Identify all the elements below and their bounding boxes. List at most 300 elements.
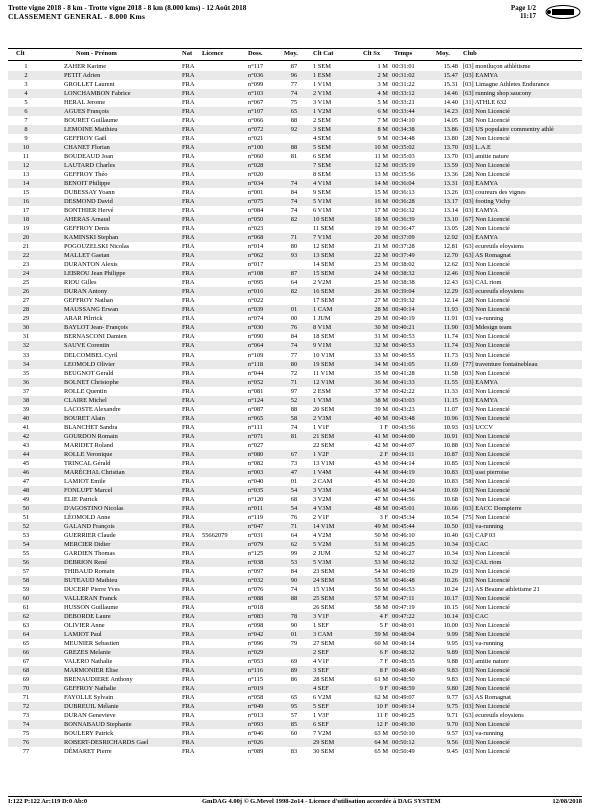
- cell-club: [03] EAMYA: [463, 378, 498, 386]
- cell-category-rank: 3 CAM: [313, 630, 333, 638]
- cell-time: 00:38:02: [392, 261, 415, 269]
- cell-nationality: FRA: [182, 676, 195, 684]
- cell-sex-rank: 10 M: [374, 144, 388, 152]
- cell-bib: n°023: [248, 225, 264, 233]
- cell-nationality: FRA: [182, 730, 195, 738]
- cell-sex-rank: 3 M: [377, 81, 388, 89]
- cell-category-rank: 29 SEM: [313, 739, 335, 747]
- cell-rank: 37: [22, 387, 30, 395]
- cell-sex-rank: 53 M: [374, 558, 388, 566]
- cell-speed: 10.00: [443, 621, 458, 629]
- cell-speed: 13.31: [443, 180, 458, 188]
- table-row: [8, 269, 582, 278]
- cell-birth-year: 76: [290, 324, 298, 332]
- cell-time: 00:48:32: [392, 649, 415, 657]
- cell-name: DUCERF Pierre Yves: [64, 585, 120, 593]
- cell-bib: n°046: [248, 730, 264, 738]
- table-row: [8, 188, 582, 197]
- cell-birth-year: 90: [290, 576, 298, 584]
- cell-rank: 13: [22, 171, 30, 179]
- cell-club: [03] Non Licencié: [463, 405, 510, 413]
- cell-name: GOURDON Romain: [64, 432, 118, 440]
- cell-rank: 6: [24, 108, 28, 116]
- cell-category-rank: 10 V1M: [313, 351, 335, 359]
- cell-club: [77] traventure fontainebleau: [463, 360, 538, 368]
- cell-rank: 9: [24, 135, 28, 143]
- table-row: [8, 702, 582, 711]
- cell-nationality: FRA: [182, 513, 195, 521]
- cell-name: MARMONIER Elise: [64, 667, 119, 675]
- cell-speed: 10.32: [443, 558, 458, 566]
- cell-birth-year: 60: [290, 730, 298, 738]
- cell-name: LEBROU Jean Philippe: [64, 270, 126, 278]
- cell-name: SAUVE Corentin: [64, 342, 110, 350]
- cell-name: BONTHIER Hervé: [64, 207, 114, 215]
- cell-name: GARDIEN Thomas: [64, 549, 115, 557]
- table-row: [8, 459, 582, 468]
- table-row: [8, 251, 582, 260]
- cell-sex-rank: 14 M: [374, 180, 388, 188]
- cell-rank: 70: [22, 685, 30, 693]
- cell-sex-rank: 3 F: [379, 513, 388, 521]
- col-cat: Clt Cat: [313, 50, 334, 57]
- cell-bib: n°088: [248, 594, 264, 602]
- cell-club: [03] Non Licencié: [463, 621, 510, 629]
- cell-speed: 10.91: [443, 432, 458, 440]
- cell-bib: n°080: [248, 450, 264, 458]
- cell-nationality: FRA: [182, 234, 195, 242]
- cell-rank: 25: [22, 279, 30, 287]
- cell-bib: n°030: [248, 324, 264, 332]
- table-row: [8, 621, 582, 630]
- cell-sex-rank: 37 M: [374, 387, 388, 395]
- cell-category-rank: 16 SEM: [313, 288, 335, 296]
- cell-birth-year: 64: [290, 279, 298, 287]
- cell-rank: 29: [22, 315, 30, 323]
- col-clt: Clt: [16, 50, 25, 57]
- cell-name: LONCHAMBON Fabrice: [64, 90, 131, 98]
- cell-speed: 10.96: [443, 414, 458, 422]
- cell-sex-rank: 50 M: [374, 531, 388, 539]
- cell-sex-rank: 15 M: [374, 189, 388, 197]
- cell-sex-rank: 1 M: [377, 63, 388, 70]
- cell-bib: n°090: [248, 333, 264, 341]
- cell-time: 00:44:07: [392, 441, 415, 449]
- cell-rank: 54: [22, 540, 30, 548]
- cell-name: DUBESSAY Yoann: [64, 189, 115, 197]
- cell-time: 00:44:14: [392, 459, 415, 467]
- cell-birth-year: 62: [290, 540, 298, 548]
- cell-speed: 13.70: [443, 144, 458, 152]
- cell-category-rank: 1 V1M: [313, 81, 332, 89]
- cell-birth-year: 80: [290, 360, 298, 368]
- cell-nationality: FRA: [182, 198, 195, 206]
- cell-birth-year: 74: [290, 585, 298, 593]
- cell-name: PETIT Adrien: [64, 72, 101, 80]
- cell-birth-year: 81: [290, 432, 298, 440]
- cell-club: [03] EACC Dompierre: [463, 504, 522, 512]
- cell-name: GEFFROY Nathalie: [64, 685, 117, 693]
- cell-bib: n°018: [248, 603, 264, 611]
- cell-speed: 10.26: [443, 576, 458, 584]
- cell-category-rank: 3 V2M: [313, 495, 332, 503]
- cell-rank: 36: [22, 378, 30, 386]
- cell-club: [03] Non Licencié: [463, 108, 510, 116]
- cell-bib: n°022: [248, 297, 264, 305]
- cell-nationality: FRA: [182, 531, 195, 539]
- cell-name: DÉMARET Pierre: [64, 748, 112, 756]
- table-row: [8, 116, 582, 125]
- cell-rank: 19: [22, 225, 30, 233]
- cell-nationality: FRA: [182, 423, 195, 431]
- cell-bib: n°028: [248, 162, 264, 170]
- cell-club: [63] AS Romagnat: [463, 252, 511, 260]
- table-row: [8, 89, 582, 98]
- cell-sex-rank: 12 M: [374, 162, 388, 170]
- cell-club: [03] Non Licencié: [463, 703, 510, 711]
- table-row: [8, 197, 582, 206]
- cell-birth-year: 84: [290, 333, 298, 341]
- cell-category-rank: 7 SEM: [313, 162, 331, 170]
- table-row: [8, 549, 582, 558]
- cell-name: LEOMOLD Olivier: [64, 360, 115, 368]
- cell-bib: n°011: [248, 504, 264, 512]
- cell-club: [75] Non Licencié: [463, 513, 510, 521]
- cell-time: 00:46:48: [392, 576, 415, 584]
- cell-nationality: FRA: [182, 108, 195, 116]
- cell-time: 00:50:12: [392, 739, 415, 747]
- cell-sex-rank: 43 M: [374, 459, 388, 467]
- cell-nationality: FRA: [182, 342, 195, 350]
- cell-nationality: FRA: [182, 117, 195, 125]
- cell-club: [03] Non Licencié: [463, 351, 510, 359]
- cell-bib: n°019: [248, 685, 264, 693]
- cell-category-rank: 1 V2M: [313, 108, 332, 116]
- cell-rank: 55: [22, 549, 30, 557]
- cell-category-rank: 4 V1M: [313, 180, 332, 188]
- cell-club: [03] Non Licencié: [463, 739, 510, 747]
- cell-nationality: FRA: [182, 189, 195, 197]
- cell-time: 00:43:23: [392, 405, 415, 413]
- table-row: [8, 441, 582, 450]
- cell-birth-year: 79: [290, 640, 298, 647]
- cell-sex-rank: 49 M: [374, 522, 388, 530]
- results-table: [8, 62, 582, 756]
- cell-club: [38] Non Licencié: [463, 117, 510, 125]
- cell-time: 00:48:59: [392, 685, 415, 693]
- cell-nationality: FRA: [182, 243, 195, 251]
- table-row: [8, 558, 582, 567]
- cell-name: DELCOMBEL Cyril: [64, 351, 118, 359]
- cell-bib: n°118: [248, 360, 264, 368]
- cell-category-rank: 1 ESM: [313, 72, 331, 80]
- table-row: [8, 585, 582, 594]
- cell-birth-year: 92: [290, 126, 298, 134]
- cell-sex-rank: 42 M: [374, 441, 388, 449]
- cell-birth-year: 68: [290, 495, 298, 503]
- cell-time: 00:40:53: [392, 342, 415, 350]
- cell-rank: 27: [22, 297, 30, 305]
- cell-rank: 56: [22, 558, 30, 566]
- table-row: [8, 666, 582, 675]
- table-row: [8, 125, 582, 134]
- cell-rank: 4: [24, 90, 28, 98]
- cell-name: DURAN Genevieve: [64, 712, 116, 720]
- cell-speed: 10.93: [443, 423, 458, 431]
- footer-rule: [8, 796, 582, 797]
- cell-speed: 9.99: [446, 630, 458, 638]
- cell-speed: 10.66: [443, 504, 458, 512]
- cell-bib: n°001: [248, 189, 264, 197]
- cell-nationality: FRA: [182, 495, 195, 503]
- cell-birth-year: 74: [290, 207, 298, 215]
- cell-rank: 26: [22, 288, 30, 296]
- cell-nationality: FRA: [182, 459, 195, 467]
- cell-sex-rank: 5 F: [379, 621, 388, 629]
- cell-nationality: FRA: [182, 576, 195, 584]
- cell-category-rank: 2 V1F: [313, 513, 330, 521]
- cell-bib: n°083: [248, 612, 264, 620]
- table-row: [8, 522, 582, 531]
- cell-category-rank: 2 SEF: [313, 649, 329, 657]
- cell-rank: 7: [24, 117, 28, 125]
- cell-name: BOUDEAUD Joan: [64, 153, 114, 161]
- cell-category-rank: 5 SEF: [313, 703, 329, 711]
- cell-speed: 9.75: [446, 703, 458, 711]
- cell-category-rank: 17 SEM: [313, 297, 335, 305]
- cell-birth-year: 00: [290, 315, 298, 323]
- cell-club: [03] montluçon athlétisme: [463, 63, 531, 70]
- cell-nationality: FRA: [182, 288, 195, 296]
- cell-category-rank: 3 SEM: [313, 126, 331, 134]
- cell-bib: n°047: [248, 522, 264, 530]
- cell-birth-year: 78: [290, 612, 298, 620]
- table-row: [8, 567, 582, 576]
- cell-rank: 24: [22, 270, 30, 278]
- cell-speed: 9.88: [446, 658, 458, 666]
- cell-nationality: FRA: [182, 72, 195, 80]
- cell-club: [03] EAMYA: [463, 180, 498, 188]
- cell-birth-year: 93: [290, 252, 298, 260]
- cell-bib: n°116: [248, 667, 264, 675]
- cell-name: GROLLET Laurent: [64, 81, 115, 89]
- cell-bib: n°029: [248, 649, 264, 657]
- cell-birth-year: 87: [290, 270, 298, 278]
- table-row: [8, 639, 582, 648]
- cell-nationality: FRA: [182, 279, 195, 287]
- cell-sex-rank: 28 M: [374, 306, 388, 314]
- table-row: [8, 450, 582, 459]
- cell-club: [03] Non Licencié: [463, 649, 510, 657]
- cell-rank: 46: [22, 468, 30, 476]
- cell-speed: 11.90: [443, 324, 458, 332]
- cell-category-rank: 1 V3F: [313, 712, 330, 720]
- cell-speed: 10.24: [443, 585, 458, 593]
- cell-time: 00:36:04: [392, 180, 415, 188]
- cell-club: [63] CAL riom: [463, 558, 502, 566]
- print-time: 11:17: [520, 12, 536, 20]
- cell-speed: 11.69: [443, 360, 458, 368]
- cell-club: [03] Non Licencié: [463, 676, 510, 684]
- cell-birth-year: 52: [290, 396, 298, 404]
- cell-bib: n°058: [248, 694, 264, 702]
- cell-rank: 41: [22, 423, 30, 431]
- cell-birth-year: 54: [290, 504, 298, 512]
- cell-nationality: FRA: [182, 703, 195, 711]
- cell-bib: n°089: [248, 748, 264, 756]
- cell-sex-rank: 7 M: [377, 117, 388, 125]
- cell-speed: 11.15: [443, 396, 458, 404]
- cell-rank: 51: [22, 513, 30, 521]
- cell-club: [03] footing Vichy: [463, 198, 511, 206]
- table-row: [8, 161, 582, 170]
- cell-category-rank: 24 SEM: [313, 576, 335, 584]
- cell-rank: 23: [22, 261, 30, 269]
- table-row: [8, 486, 582, 495]
- cell-birth-year: 81: [290, 153, 298, 161]
- cell-time: 00:46:53: [392, 585, 415, 593]
- cell-nationality: FRA: [182, 387, 195, 395]
- column-headers: [8, 50, 582, 60]
- cell-category-rank: 4 SEF: [313, 685, 329, 693]
- footer-stats: I:122 P:122 Ar:119 D:0 Ab:0: [8, 798, 88, 805]
- cell-time: 00:31:01: [392, 63, 415, 70]
- cell-name: GREZES Melanie: [64, 649, 111, 657]
- cell-nationality: FRA: [182, 649, 195, 657]
- cell-name: FONLUPT Marcel: [64, 486, 113, 494]
- cell-name: LAUTARD Charles: [64, 162, 116, 170]
- cell-speed: 13.36: [443, 171, 458, 179]
- cell-time: 00:34:10: [392, 117, 415, 125]
- cell-category-rank: 4 V1F: [313, 658, 330, 666]
- cell-name: AHERAS Arnaud: [64, 216, 110, 224]
- cell-time: 00:39:32: [392, 297, 415, 305]
- cell-rank: 68: [22, 667, 30, 675]
- table-row: [8, 143, 582, 152]
- cell-rank: 73: [22, 712, 30, 720]
- cell-sex-rank: 26 M: [374, 288, 388, 296]
- cell-name: BAYLOT Jean- François: [64, 324, 128, 332]
- cell-club: [63] CAP 03: [463, 531, 496, 539]
- cell-birth-year: 72: [290, 369, 298, 377]
- cell-sex-rank: 4 M: [377, 90, 388, 98]
- cell-bib: n°060: [248, 153, 264, 161]
- cell-sex-rank: 59 M: [374, 630, 388, 638]
- cell-bib: n°050: [248, 216, 264, 224]
- cell-rank: 40: [22, 414, 30, 422]
- cell-speed: 10.34: [443, 540, 458, 548]
- cell-speed: 11.58: [443, 369, 458, 377]
- cell-sex-rank: 22 M: [374, 252, 388, 260]
- cell-birth-year: 74: [290, 342, 298, 350]
- cell-category-rank: 26 SEM: [313, 603, 335, 611]
- table-row: [8, 351, 582, 360]
- cell-birth-year: 84: [290, 189, 298, 197]
- cell-bib: n°064: [248, 342, 264, 350]
- cell-nationality: FRA: [182, 477, 195, 485]
- cell-speed: 13.70: [443, 153, 458, 161]
- cell-birth-year: 95: [290, 703, 298, 711]
- cell-sex-rank: 8 F: [379, 667, 388, 675]
- cell-name: BOURET Alain: [64, 414, 105, 422]
- cell-category-rank: 9 SEM: [313, 189, 331, 197]
- cell-rank: 60: [22, 594, 30, 602]
- cell-name: GEFFROY Nathan: [64, 297, 113, 305]
- cell-nationality: FRA: [182, 126, 195, 134]
- cell-nationality: FRA: [182, 432, 195, 440]
- cell-bib: n°039: [248, 306, 264, 314]
- cell-nationality: FRA: [182, 162, 195, 170]
- cell-sex-rank: 20 M: [374, 234, 388, 242]
- cell-name: VALERO Nathalie: [64, 658, 113, 666]
- table-row: [8, 378, 582, 387]
- cell-time: 00:44:11: [392, 450, 415, 458]
- cell-name: LÉOMOLD Anne: [64, 513, 111, 521]
- cell-rank: 66: [22, 649, 30, 657]
- cell-bib: n°034: [248, 180, 264, 188]
- cell-category-rank: 6 SEF: [313, 721, 329, 729]
- cell-birth-year: 88: [290, 405, 298, 413]
- cell-name: TRINCAL Gérald: [64, 459, 111, 467]
- cell-name: ROBERT-DESRICHARDS Gael: [64, 739, 149, 747]
- cell-rank: 12: [22, 162, 30, 170]
- cell-rank: 58: [22, 576, 30, 584]
- cell-birth-year: 88: [290, 594, 298, 602]
- cell-bib: n°038: [248, 558, 264, 566]
- table-row: [8, 747, 582, 756]
- cell-nationality: FRA: [182, 739, 195, 747]
- cell-name: FAYOLLE Sylvain: [64, 694, 114, 702]
- cell-category-rank: 3 V3M: [313, 486, 332, 494]
- cell-club: [03] va-running: [463, 522, 504, 530]
- cell-time: 00:48:01: [392, 621, 415, 629]
- cell-time: 00:48:35: [392, 658, 415, 666]
- cell-time: 00:48:04: [392, 630, 415, 638]
- cell-nationality: FRA: [182, 585, 195, 593]
- table-row: [8, 603, 582, 612]
- table-row: [8, 369, 582, 378]
- cell-sex-rank: 25 M: [374, 279, 388, 287]
- table-row: [8, 540, 582, 549]
- cell-category-rank: 6 V2M: [313, 694, 332, 702]
- cell-birth-year: 57: [290, 712, 298, 720]
- cell-name: BLANCHET Sandra: [64, 423, 118, 431]
- cell-time: 00:35:56: [392, 171, 415, 179]
- cell-time: 00:33:12: [392, 90, 415, 98]
- cell-birth-year: 86: [290, 676, 298, 684]
- cell-nationality: FRA: [182, 369, 195, 377]
- cell-time: 00:37:28: [392, 243, 415, 251]
- cell-name: LAMIOT Paul: [64, 630, 102, 638]
- cell-name: OLIVIER Anne: [64, 621, 105, 629]
- cell-sex-rank: 10 F: [376, 703, 388, 711]
- col-nat: Nat: [182, 50, 193, 57]
- cell-name: GALAND François: [64, 522, 115, 530]
- cell-bib: n°027: [248, 441, 264, 449]
- cell-rank: 14: [22, 180, 30, 188]
- cell-speed: 12.46: [443, 270, 458, 278]
- cell-speed: 10.83: [443, 477, 458, 485]
- cell-rank: 20: [22, 234, 30, 242]
- cell-club: [03] va-running: [463, 730, 504, 738]
- cell-rank: 49: [22, 495, 30, 503]
- cell-time: 00:37:09: [392, 234, 415, 242]
- cell-name: MERCIER Didier: [64, 540, 111, 548]
- cell-rank: 50: [22, 504, 30, 512]
- cell-name: DUBREUIL Mélanie: [64, 703, 119, 711]
- cell-time: 00:46:32: [392, 558, 415, 566]
- cell-name: ARAR Pilrrick: [64, 315, 103, 323]
